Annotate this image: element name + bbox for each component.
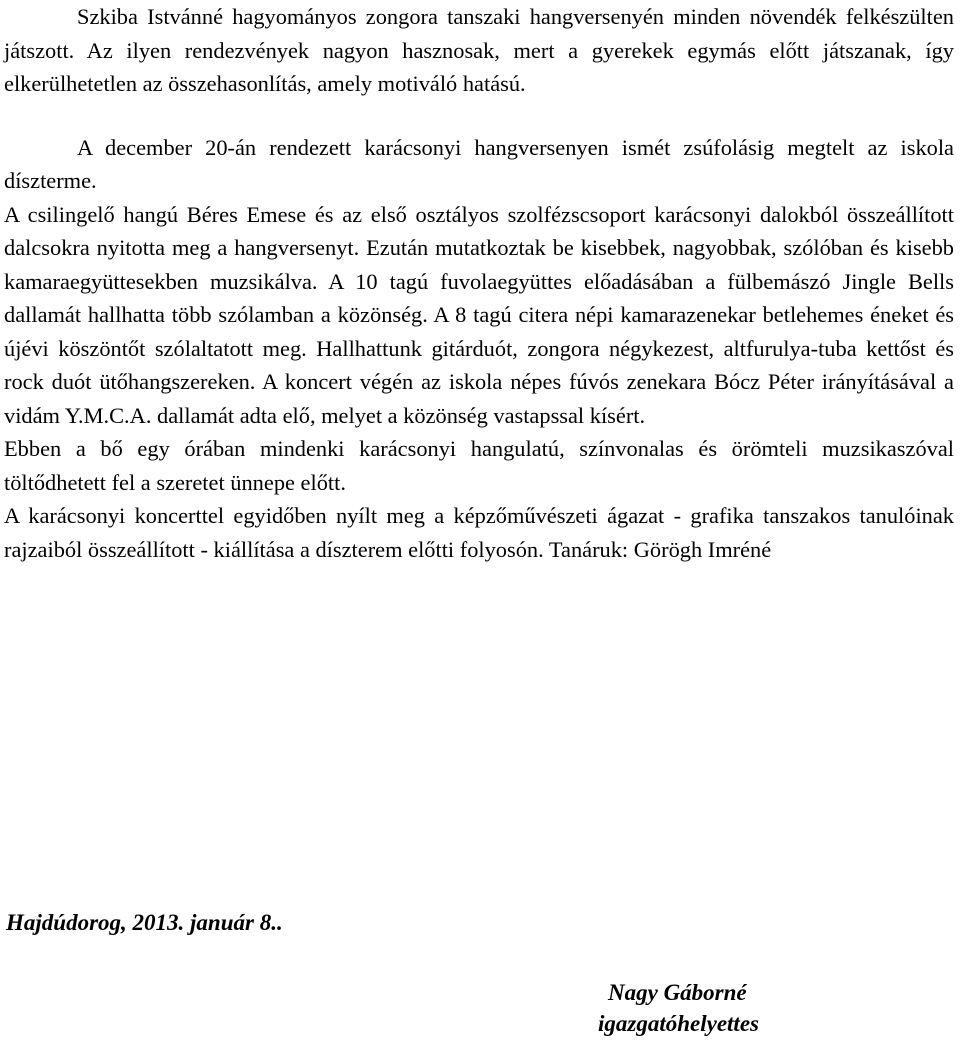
- paragraph-atmosphere: Ebben a bő egy órában mindenki karácsonyi hangulatú, színvonalas és örömteli muzsikaszóval töltődhetett fel a szeretet ünnepe előtt.: [4, 436, 954, 495]
- paragraph-exhibition: A karácsonyi koncerttel egyidőben nyílt meg a képzőművészeti ágazat - grafika tanszakos tanulóinak rajzaiból összeállított - kiállítása a díszterem előtti folyosón. Tanáruk: Görögh Imréné: [4, 503, 954, 562]
- date-line: Hajdúdorog, 2013. január 8..: [6, 910, 283, 935]
- article-body: [4, 0, 954, 566]
- paragraph-spacer: [4, 101, 954, 131]
- signature-title: igazgatóhelyettes: [598, 1011, 759, 1036]
- paragraph-christmas-concert-intro: A december 20-án rendezett karácsonyi hangversenyen ismét zsúfolásig megtelt az iskola díszterme.: [4, 134, 954, 193]
- paragraph-piano-concert: Szkiba Istvánné hagyományos zongora tanszaki hangversenyén minden növendék felkészülten játszott. Az ilyen rendezvények nagyon hasznosak, mert a gyerekek egymás előtt játszanak, így elkerülhetetlen az összehasonlítás, amely motiváló hatású.: [4, 4, 954, 96]
- paragraph-concert-program: A csilingelő hangú Béres Emese és az első osztályos szolfézscsoport karácsonyi dalokból összeállított dalcsokra nyitotta meg a hangversenyt. Ezután mutatkoztak be kisebbek, nagyobbak, szólóban és kisebb kamaraegyüttesekben muzsikálva. A 10 tagú fuvolaegyüttes előadásában a fülbemászó Jingle Bells dallamát hallhatta több szólamban a közönség. A 8 tagú citera népi kamarazenekar betlehemes éneket és újévi köszöntőt szólaltatott meg. Hallhattunk gitárduót, zongora négykezest, altfurulya-tuba kettőst és rock duót ütőhangszereken. A koncert végén az iskola népes fúvós zenekara Bócz Péter irányításával a vidám Y.M.C.A. dallamát adta elő, melyet a közönség vastapssal kísért.: [4, 201, 954, 428]
- signature-name: Nagy Gáborné: [608, 980, 747, 1005]
